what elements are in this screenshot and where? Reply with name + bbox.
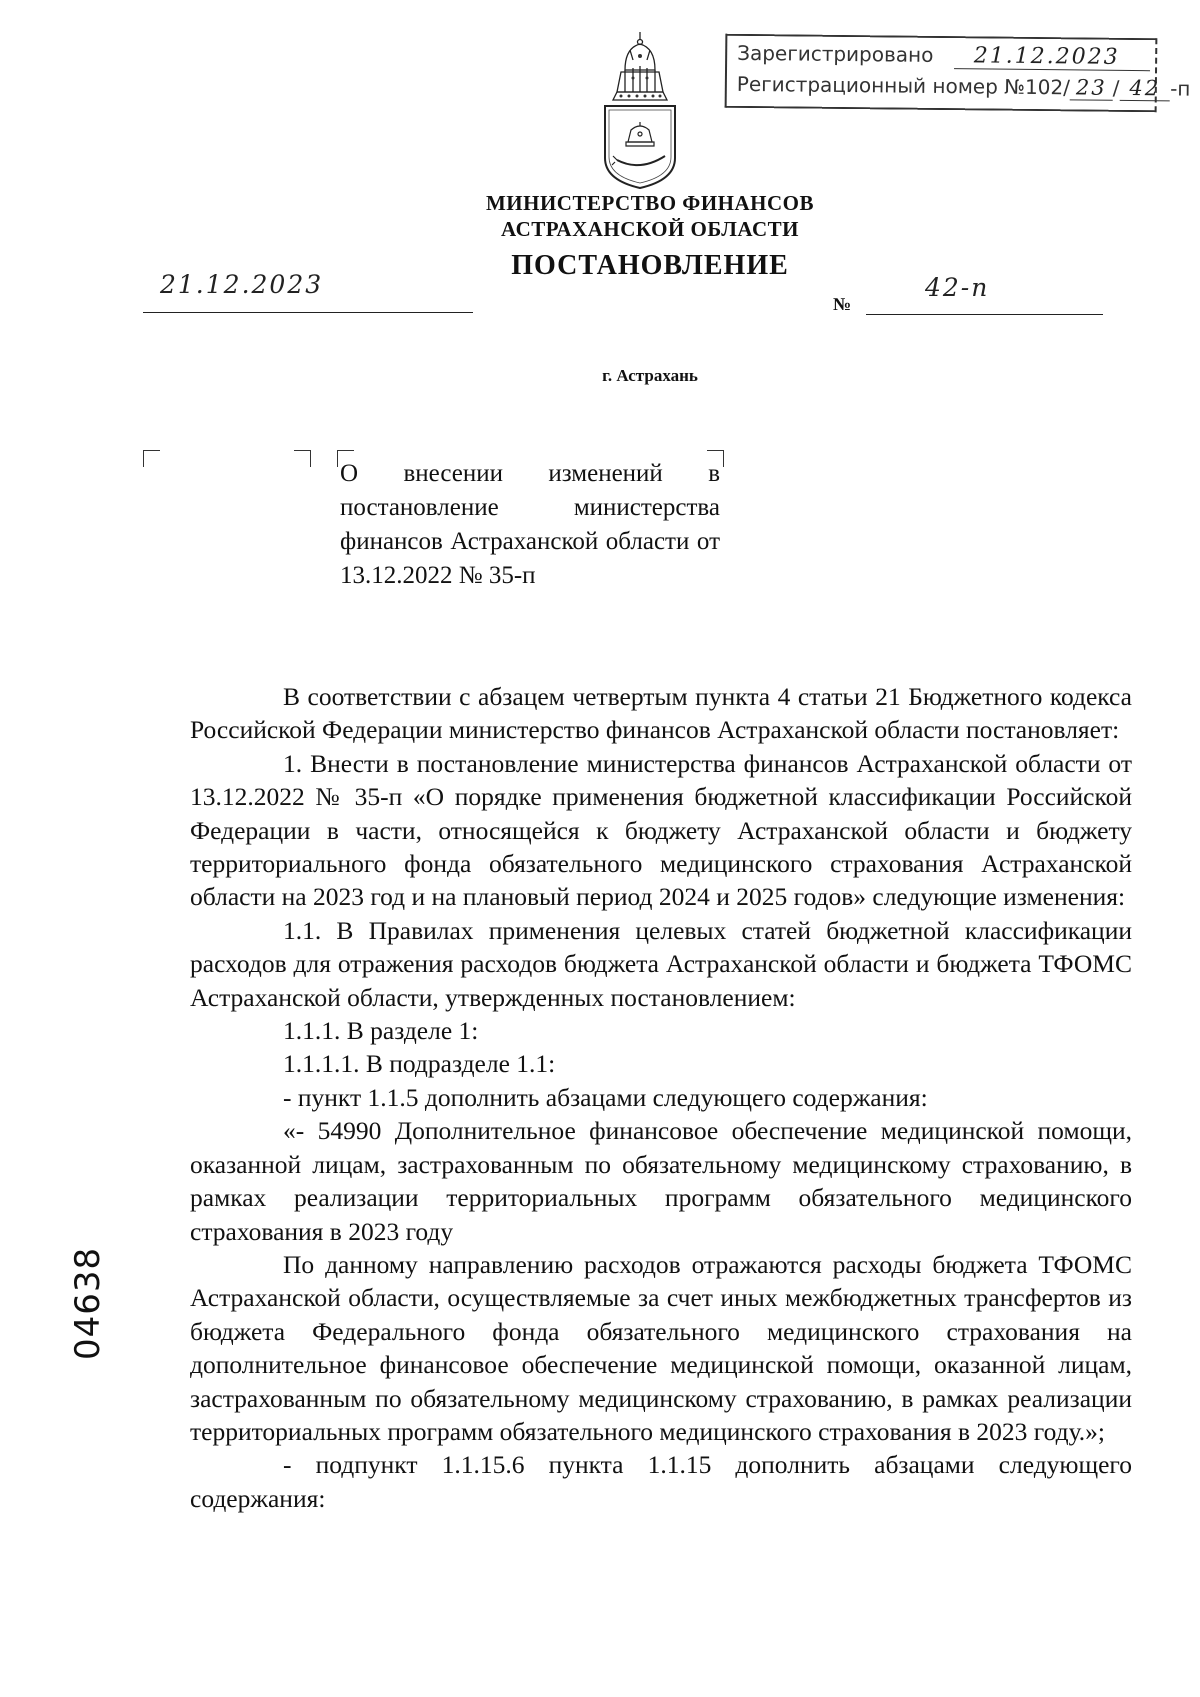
corner-mark-top-left — [143, 450, 160, 467]
ministry-line-1: МИНИСТЕРСТВО ФИНАНСОВ — [485, 191, 815, 215]
registration-stamp — [725, 34, 1191, 113]
body-paragraph: 1.1.1.1. В подразделе 1.1: — [283, 1049, 556, 1079]
document-body — [190, 680, 1132, 1515]
body-paragraph: - подпункт 1.1.15.6 пункта 1.1.15 дополнить абзацами следующего содержания: — [190, 1450, 1132, 1513]
stamp-reg-number-part2: 42 — [1119, 76, 1170, 102]
stamp-registered-date: 21.12.2023 — [954, 43, 1150, 71]
body-paragraph: 1. Внести в постановление министерства финансов Астраханской области от 13.12.2022 № 35-п «О порядке применения бюджетной классификации Российской Федерации в части, относящейся к бюджету Астраханской области и бюджету территориального фонда обязательного медицинского страхования Астраханской области на 2023 год и на плановый период 2024 и 2025 годов» следующие изменения: — [190, 748, 1132, 912]
number-sign: № — [833, 294, 852, 314]
ministry-name — [380, 190, 920, 242]
document-number: 42-п — [925, 273, 990, 302]
stamp-reg-number-suffix: -п — [1170, 76, 1191, 101]
stamp-registered-label: Зарегистрировано — [737, 40, 934, 67]
body-paragraph: В соответствии с абзацем четвертым пункта 4 статьи 21 Бюджетного кодекса Российской Федерации министерство финансов Астраханской области постановляет: — [190, 682, 1132, 745]
stamp-reg-number-row: Регистрационный номер №102/ 23 / 42 -п — [736, 71, 1191, 101]
stamp-reg-number-part1: 23 — [1070, 75, 1113, 100]
corner-mark-top-right — [294, 450, 311, 467]
body-paragraph: 1.1. В Правилах применения целевых статей бюджетной классификации расходов для отражения расходов бюджета Астраханской области и бюджета ТФОМС Астраханской области, утвержденных постановлением: — [190, 915, 1132, 1012]
date-underline — [143, 312, 473, 313]
body-paragraph: 1.1.1. В разделе 1: — [283, 1016, 479, 1046]
subject-text: О внесении изменений в постановление министерства финансов Астраханской области от 13.12.2022 № 35-п — [340, 460, 720, 589]
side-registration-number: 04638 — [68, 1246, 108, 1360]
stamp-reg-number-label: Регистрационный номер №102/ — [736, 71, 1071, 100]
number-underline — [866, 314, 1103, 315]
document-subject — [340, 457, 720, 593]
ministry-line-2: АСТРАХАНСКОЙ ОБЛАСТИ — [500, 217, 800, 241]
document-date: 21.12.2023 — [160, 270, 324, 299]
document-type-title: ПОСТАНОВЛЕНИЕ — [511, 250, 789, 281]
body-paragraph: - пункт 1.1.5 дополнить абзацами следующего содержания: — [283, 1082, 928, 1112]
coat-of-arms-emblem — [595, 30, 685, 190]
stamp-registered-row — [737, 41, 1150, 71]
city-name: г. Астрахань — [602, 366, 698, 385]
body-paragraph: «- 54990 Дополнительное финансовое обеспечение медицинской помощи, оказанной лицам, застрахованным по обязательному медицинскому страхованию, в рамках реализации территориальных программ обязательного медицинского страхования в 2023 году — [190, 1116, 1132, 1246]
body-paragraph: По данному направлению расходов отражаются расходы бюджета ТФОМС Астраханской области, осуществляемые за счет иных межбюджетных трансфертов из бюджета Федерального фонда обязательного медицинского страхования на дополнительное финансовое обеспечение медицинской помощи, оказанной лицам, застрахованным по обязательному медицинскому страхованию, в рамках реализации территориальных программ обязательного медицинского страхования в 2023 году.»; — [190, 1249, 1132, 1446]
